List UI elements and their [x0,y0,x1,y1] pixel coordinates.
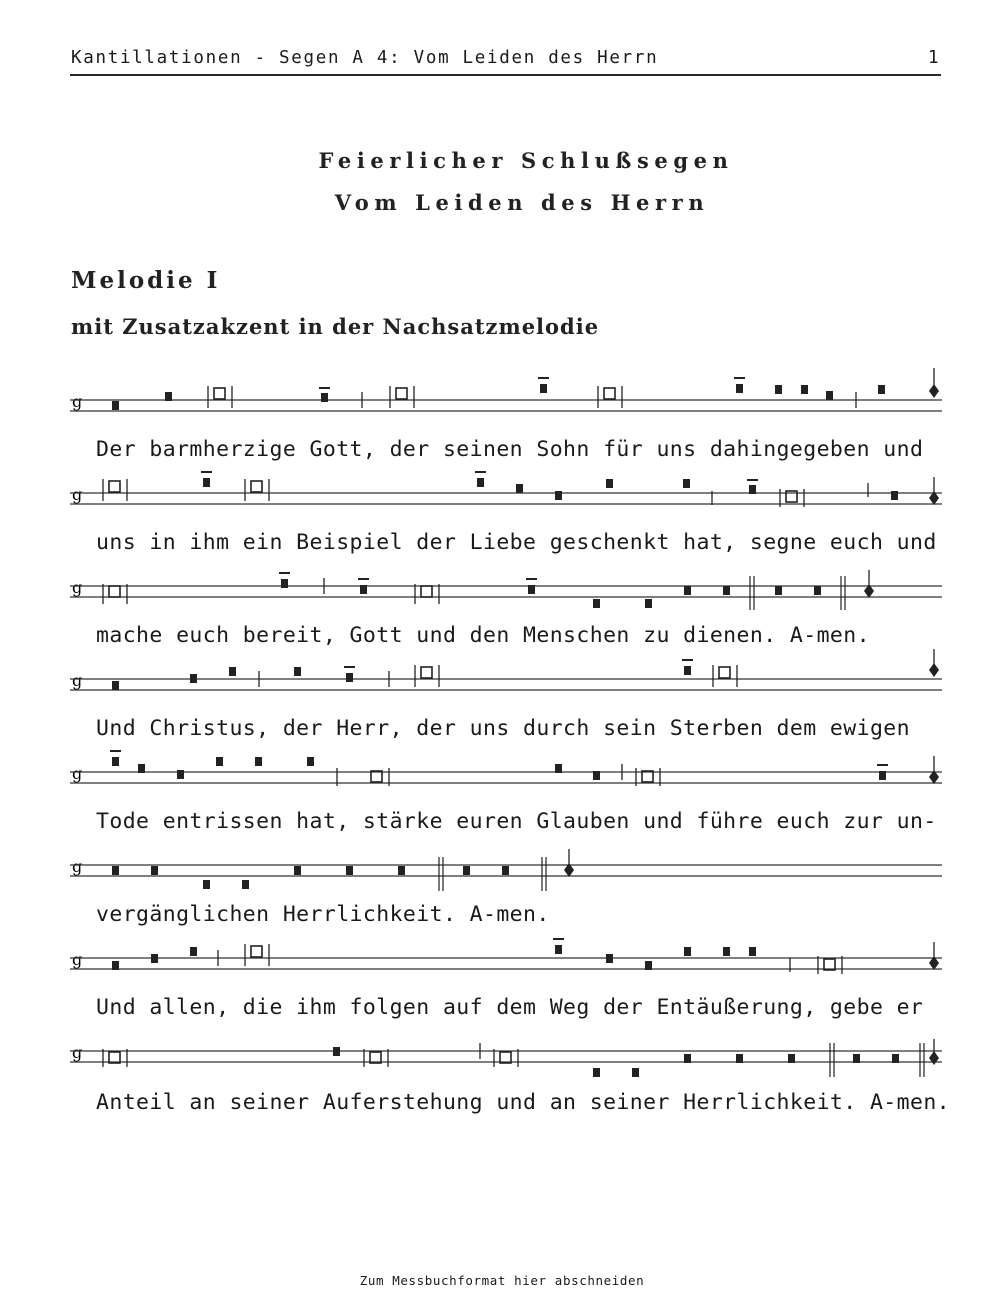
lyric-line-7: Und allen, die ihm folgen auf dem Weg der Entäußerung, gebe er [96,995,924,1020]
clef-icon: g [72,950,83,969]
clef-icon: g [72,392,83,411]
music-staff-4 [70,645,942,705]
clef-icon: g [72,764,83,783]
staff-7-notation [70,924,942,984]
page-number: 1 [928,48,939,68]
lyric-line-1: Der barmherzige Gott, der seinen Sohn für uns dahingegeben und [96,437,924,462]
music-staff-5 [70,738,942,798]
music-staff-3 [70,552,942,612]
music-staff-1 [70,366,942,426]
page-title: Feierlicher Schlußsegen [318,148,734,173]
staff-4-notation [70,645,942,705]
staff-8-notation [70,1017,942,1077]
music-staff-2 [70,459,942,519]
music-staff-8 [70,1017,942,1077]
lyric-line-8: Anteil an seiner Auferstehung und an seiner Herrlichkeit. A-men. [96,1090,951,1115]
staff-6-notation [70,831,942,891]
page-subtitle: Vom Leiden des Herrn [334,190,710,215]
lyric-line-4: Und Christus, der Herr, der uns durch sein Sterben dem ewigen [96,716,910,741]
lyric-line-5: Tode entrissen hat, stärke euren Glauben und führe euch zur un- [96,809,937,834]
staff-1-notation [70,366,942,426]
music-staff-7 [70,924,942,984]
music-staff-6 [70,831,942,891]
cut-instruction: Zum Messbuchformat hier abschneiden [359,1273,645,1288]
lyric-line-6: vergänglichen Herrlichkeit. A-men. [96,902,550,927]
staff-5-notation [70,738,942,798]
staff-3-notation [70,552,942,612]
staff-2-notation [70,459,942,519]
clef-icon: g [72,578,83,597]
lyric-line-2: uns in ihm ein Beispiel der Liebe geschenkt hat, segne euch und [96,530,937,555]
clef-icon: g [72,485,83,504]
section-heading: Melodie I [71,267,221,294]
lyric-line-3: mache euch bereit, Gott und den Menschen zu dienen. A-men. [96,623,870,648]
running-header: Kantillationen - Segen A 4: Vom Leiden des Herrn [71,48,659,68]
clef-icon: g [72,857,83,876]
header-rule [70,74,941,76]
clef-icon: g [72,1043,83,1062]
section-subheading: mit Zusatzakzent in der Nachsatzmelodie [71,314,600,339]
clef-icon: g [72,671,83,690]
